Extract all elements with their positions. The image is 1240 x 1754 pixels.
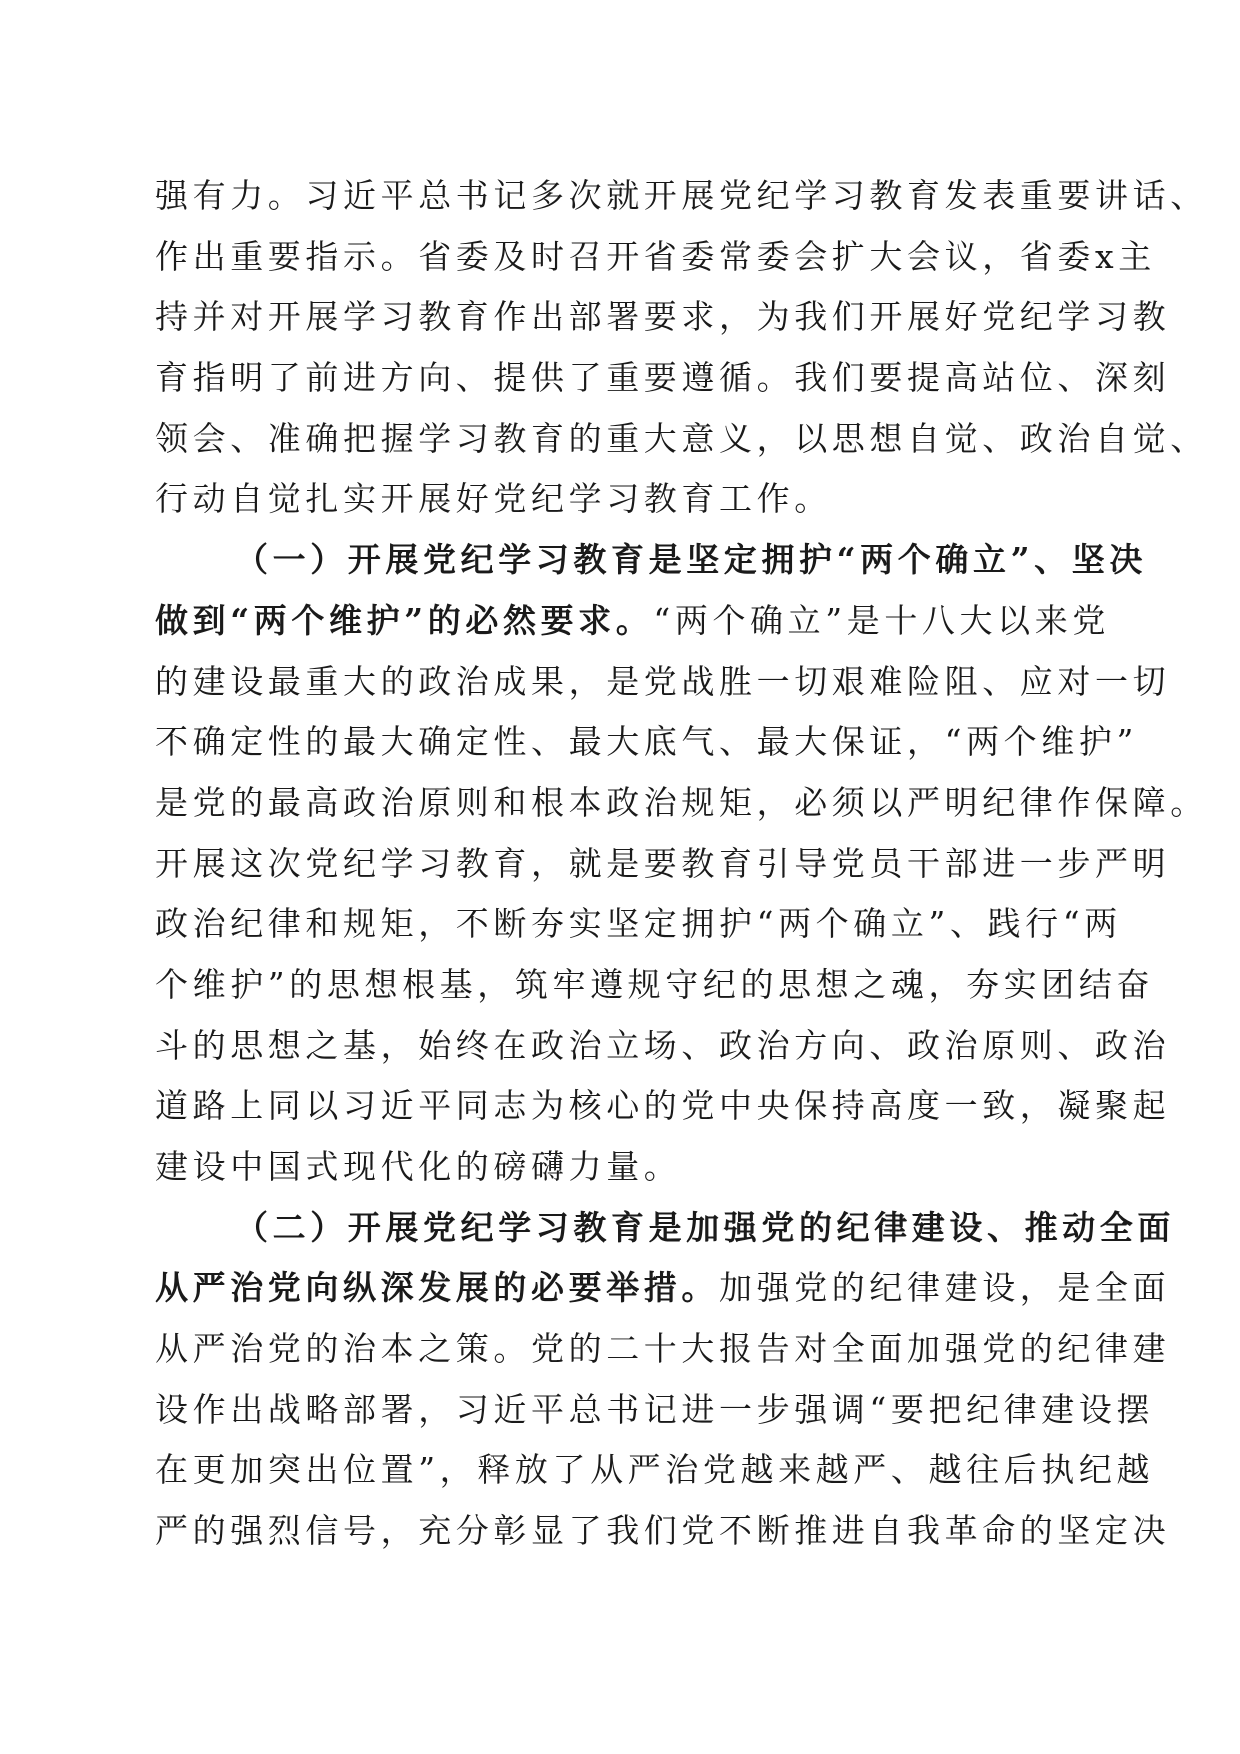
text-line: 道路上同以习近平同志为核心的党中央保持高度一致，凝聚起 [155,1086,1171,1126]
paragraph-section-two [155,1198,1175,1562]
text-line [155,1258,1171,1319]
section-heading: 做到“两个维护”的必然要求。 [155,600,654,640]
text-line: 严的强烈信号，充分彰显了我们党不断推进自我革命的坚定决 [155,1511,1171,1551]
text-line: 强有力。习近平总书记多次就开展党纪学习教育发表重要讲话、 [155,176,1208,215]
text-line: 政治纪律和规矩，不断夯实坚定拥护“两个确立”、践行“两 [155,904,1122,944]
text-line: 个维护”的思想根基，筑牢遵规守纪的思想之魂，夯实团结奋 [155,964,1155,1004]
section-heading: （二）开展党纪学习教育是加强党的纪律建设、推动全面 [235,1207,1175,1247]
text-line: 设作出战略部署，习近平总书记进一步强调“要把纪律建设摆 [155,1389,1155,1429]
text-line: 持并对开展学习教育作出部署要求，为我们开展好党纪学习教 [155,297,1171,337]
text-line: 斗的思想之基，始终在政治立场、政治方向、政治原则、政治 [155,1025,1171,1065]
text-line: 是党的最高政治原则和根本政治规矩，必须以严明纪律作保障。 [155,782,1208,822]
text-line: 作出重要指示。省委及时召开省委常委会扩大会议，省委x主 [155,236,1156,276]
text-line: 的建设最重大的政治成果，是党战胜一切艰难险阻、应对一切 [155,661,1171,701]
text-span: 加强党的纪律建设，是全面 [719,1268,1171,1308]
text-line: 育指明了前进方向、提供了重要遵循。我们要提高站位、深刻 [155,358,1171,398]
paragraph-section-one [155,530,1208,1198]
section-heading: 从严治党向纵深发展的必要举措。 [155,1268,719,1308]
text-line: 开展这次党纪学习教育，就是要教育引导党员干部进一步严明 [155,843,1171,883]
text-line [155,591,1110,652]
text-line: 从严治党的治本之策。党的二十大报告对全面加强党的纪律建 [155,1329,1171,1369]
paragraph-intro [155,166,1208,530]
document-page [155,166,1208,1562]
text-line: 行动自觉扎实开展好党纪学习教育工作。 [155,479,832,519]
text-span: “两个确立”是十八大以来党 [653,600,1110,640]
text-line: 建设中国式现代化的磅礴力量。 [155,1147,682,1186]
text-line: 在更加突出位置”，释放了从严治党越来越严、越往后执纪越 [155,1450,1155,1490]
text-line [155,1198,1175,1259]
text-line: 领会、准确把握学习教育的重大意义，以思想自觉、政治自觉、 [155,418,1208,458]
text-line [155,530,1147,591]
section-heading: （一）开展党纪学习教育是坚定拥护“两个确立”、坚决 [235,540,1147,580]
text-line: 不确定性的最大确定性、最大底气、最大保证，“两个维护” [155,722,1138,762]
